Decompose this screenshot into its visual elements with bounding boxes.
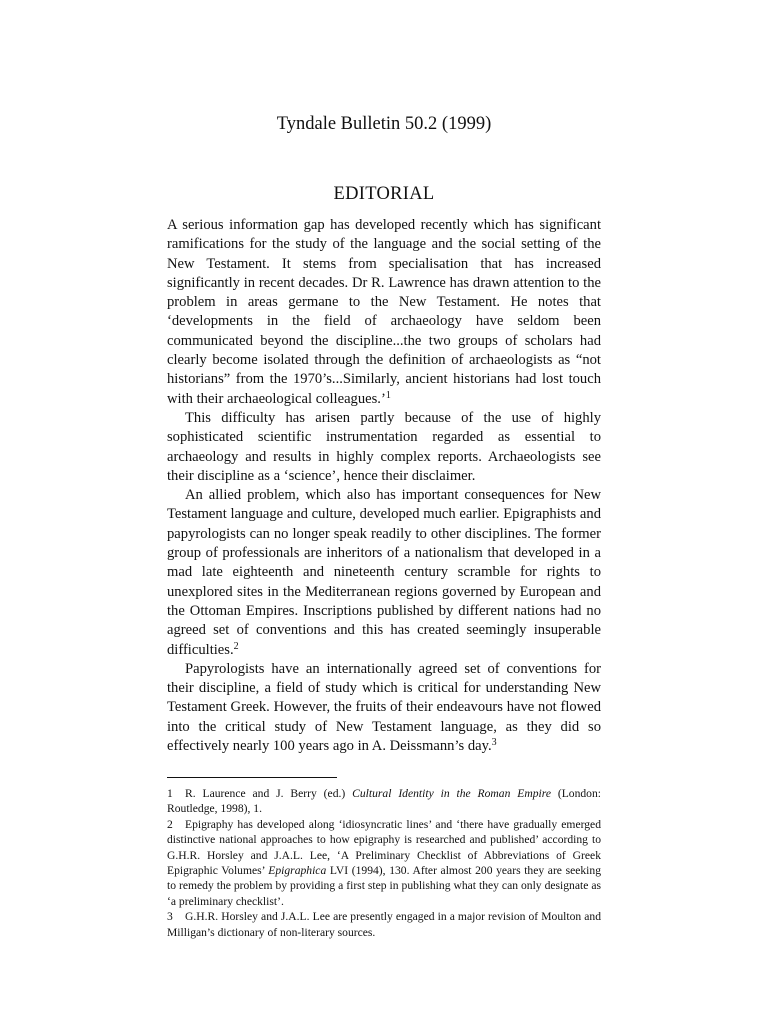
- footnote-italic-title: Epigraphica: [268, 864, 327, 878]
- footnote-divider: [167, 777, 337, 778]
- footnote: [167, 909, 601, 940]
- footnote-reference[interactable]: 3: [491, 737, 497, 749]
- footnote-text: R. Laurence and J. Berry (ed.): [185, 787, 353, 800]
- footnote-reference[interactable]: 2: [233, 640, 239, 652]
- footnotes-section: [167, 786, 601, 940]
- body-paragraph: [167, 660, 601, 756]
- paragraph-text: A serious information gap has developed recently which has significant ramifications for the study of the language and the social setting of the New Testament. It stems from specialisation that has increased significantly in recent decades. Dr R. Lawrence has drawn attention to the problem in areas germane to the New Testament. He notes that ‘developments in the field of archaeology have seldom been communicated beyond the discipline...the two groups of scholars had clearly become isolated through the definition of archaeologists as “not historians” from the 1970’s...Similarly, ancient historians had lost touch with their archaeological colleagues.’: [167, 217, 601, 407]
- footnote: [167, 786, 601, 817]
- footnote-text: Epigraphy has developed along ‘idiosyncratic lines’ and ‘there have gradually emerged distinctive national approaches to how epigraphy is researched and published’ according to G.H.R. Horsley and J.A.L. Lee, ‘A Preliminary Checklist of Abbreviations of Greek Epigraphic Volumes’: [167, 817, 601, 878]
- footnote-reference[interactable]: 1: [385, 389, 391, 401]
- footnote-number: 1: [167, 787, 173, 800]
- article-heading: EDITORIAL: [333, 184, 435, 204]
- body-paragraph: [167, 216, 601, 409]
- article-body: [167, 216, 601, 756]
- paragraph-text: This difficulty has arisen partly because of the use of highly sophisticated scientific instrumentation regarded as essential to archaeology and results in highly complex reports. Archaeologists see their discipline as a ‘science’, hence their disclaimer.: [167, 409, 601, 484]
- body-paragraph: [167, 409, 601, 486]
- body-paragraph: [167, 486, 601, 660]
- footnote-italic-title: Cultural Identity in the Roman Empire: [352, 787, 551, 800]
- paragraph-text: Papyrologists have an internationally agreed set of conventions for their discipline, a field of study which is critical for understanding New Testament Greek. However, the fruits of their endeavours have not flowed into the critical study of New Testament language, as they did so effectively nearly 100 years ago in A. Deissmann’s day.: [167, 660, 601, 755]
- journal-title: Tyndale Bulletin 50.2 (1999): [276, 114, 492, 134]
- paragraph-text: An allied problem, which also has important consequences for New Testament language and culture, developed much earlier. Epigraphists and papyrologists can no longer speak readily to other disciplines. The former group of professionals are inheritors of a nationalism that developed in a mad late eighteenth and nineteenth century scramble for rights to unexplored sites in the Mediterranean regions governed by European and the Ottoman Empires. Inscriptions published by different nations had no agreed set of conventions and this has created seemingly insuperable difficulties.: [167, 487, 601, 658]
- footnote-text: (London: Routledge, 1998), 1.: [167, 787, 601, 816]
- footnote-number: 2: [167, 817, 173, 831]
- footnote: [167, 817, 601, 909]
- footnote-number: 3: [167, 910, 173, 924]
- footnote-text: G.H.R. Horsley and J.A.L. Lee are presently engaged in a major revision of Moulton and Milligan’s dictionary of non-literary sources.: [167, 910, 601, 939]
- footnote-text: LVI (1994), 130. After almost 200 years they are seeking to remedy the problem by providing a first step in publishing what they can only designate as ‘a preliminary checklist’.: [167, 864, 601, 908]
